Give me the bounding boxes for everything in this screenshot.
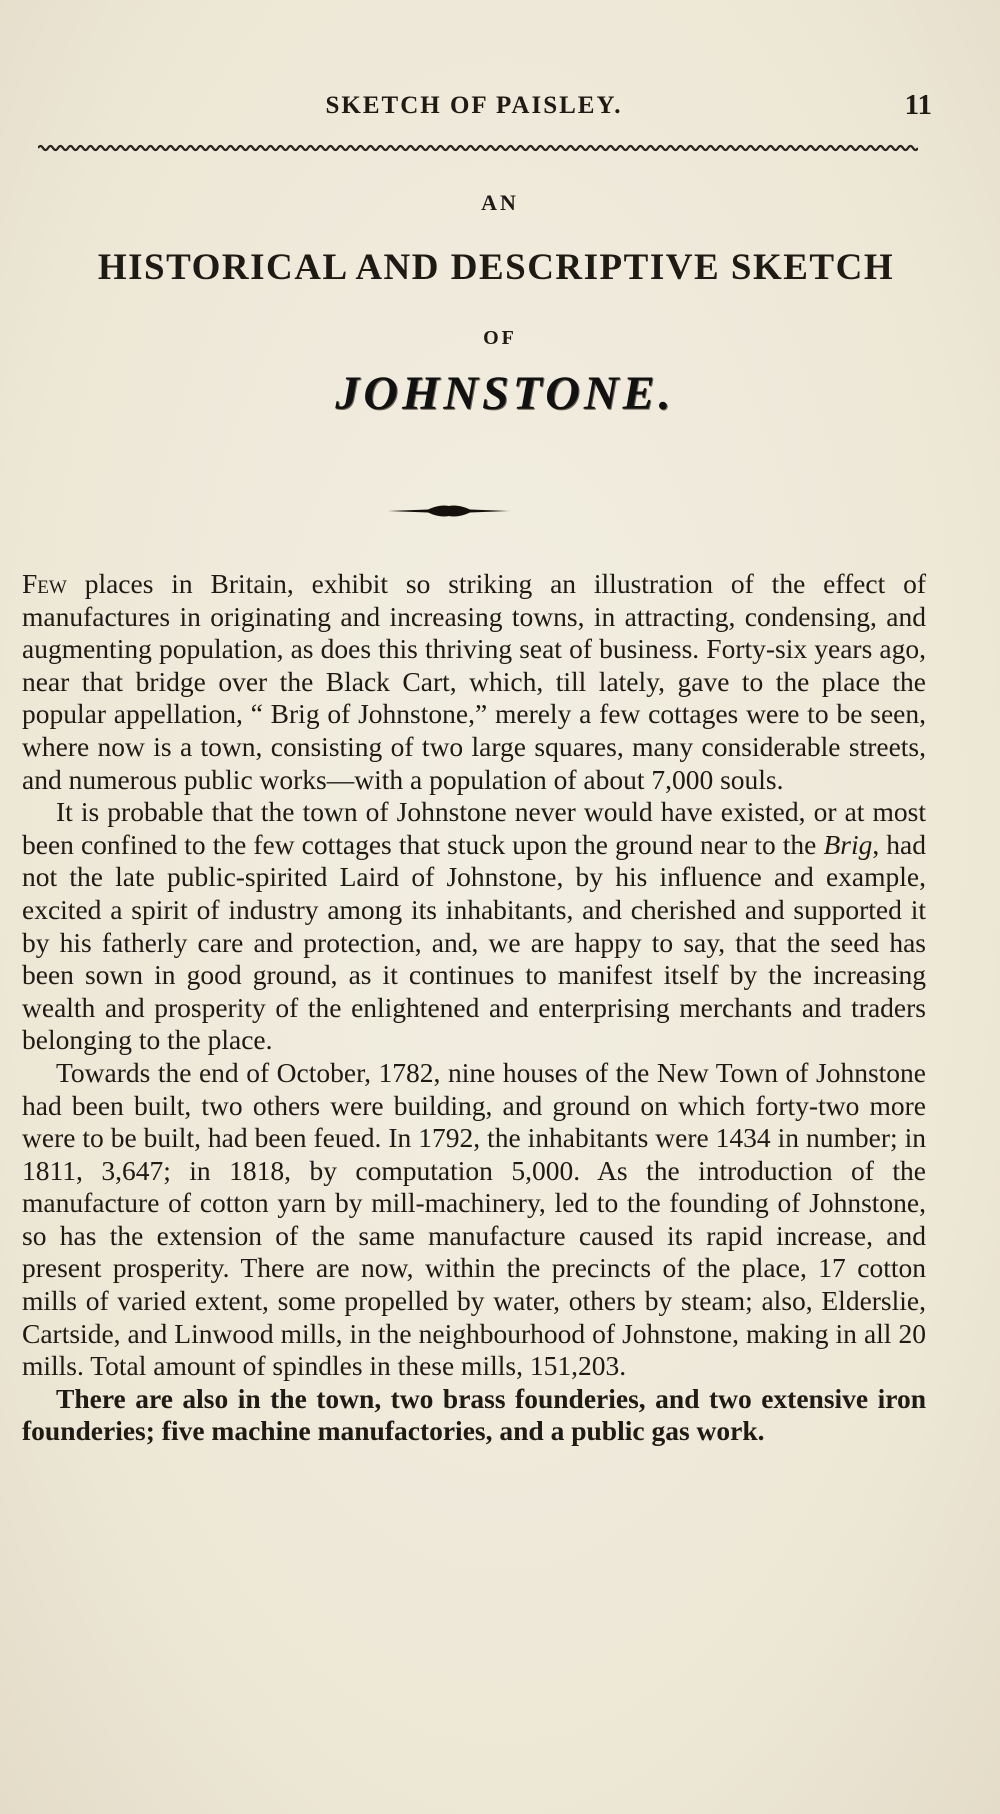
article-body	[22, 568, 926, 1448]
running-title: SKETCH OF PAISLEY.	[325, 92, 623, 119]
paragraph-1-lead-word: Few	[22, 568, 67, 599]
paragraph-1-text: places in Britain, exhibit so striking an illustration of the effect of manufactures in originating and increasing towns, in attracting, condensing, and augmenting population, as does this thriving seat of business. Forty-six years ago, near that bridge over the Black Cart, which, till lately, gave to the place the popular appellation, “ Brig of Johnstone,” merely a few cottages were to be seen, where now is a town, consisting of two large squares, many considerable streets, and numerous public works—with a population of about 7,000 souls.	[22, 568, 926, 795]
paragraph-2-emphasis: Brig	[823, 828, 873, 860]
title-line-place: JOHNSTONE.	[335, 367, 675, 420]
paragraph-3: Towards the end of October, 1782, nine houses of the New Town of Johnstone had been built, two others were building, and ground on which forty-two more were to be built, had been feued. In 1792, the inhabitants were 1434 in number; in 1811, 3,647; in 1818, by computation 5,000. As the introduction of the manufacture of cotton yarn by mill-machinery, led to the founding of Johnstone, so has the extension of the same manufacture caused its rapid increase, and present prosperity. There are now, within the precincts of the place, 17 cotton mills of varied extent, some propelled by water, others by steam; also, Elderslie, Cartside, and Linwood mills, in the neighbourhood of Johnstone, making in all 20 mills. Total amount of spindles in these mills, 151,203.	[22, 1056, 926, 1382]
wavy-rule-line	[38, 146, 918, 150]
paragraph-2-text-after: , had not the late public-spirited Laird of Johnstone, by his influence and example, excited a spirit of industry among its inhabitants, and cherished and supported it by his fatherly care and protection, and, we are happy to say, that the seed has been sown in good ground, as it continues to manifest itself by the increasing wealth and prosperity of the enlightened and enterprising merchants and traders belonging to the place.	[22, 828, 926, 1056]
paragraph-2-text-before: It is probable that the town of Johnstone never would have existed, or at most been confined to the few cottages that stuck upon the ground near to the	[22, 796, 926, 860]
title-line-an: AN	[481, 190, 519, 215]
chapter-title-block	[0, 190, 1000, 421]
paragraph-2	[22, 796, 926, 1057]
running-head	[24, 89, 932, 128]
title-ornament-rule	[388, 500, 510, 522]
paragraph-4: There are also in the town, two brass founderies, and two extensive iron founderies; five machine manufactories, and a public gas work.	[22, 1382, 926, 1447]
title-line-of: OF	[483, 327, 517, 349]
header-wavy-rule	[38, 144, 918, 152]
ornament-shape	[388, 505, 510, 516]
paragraph-1	[22, 568, 926, 796]
page-number: 11	[904, 89, 932, 121]
title-line-main: HISTORICAL AND DESCRIPTIVE SKETCH	[97, 247, 895, 288]
